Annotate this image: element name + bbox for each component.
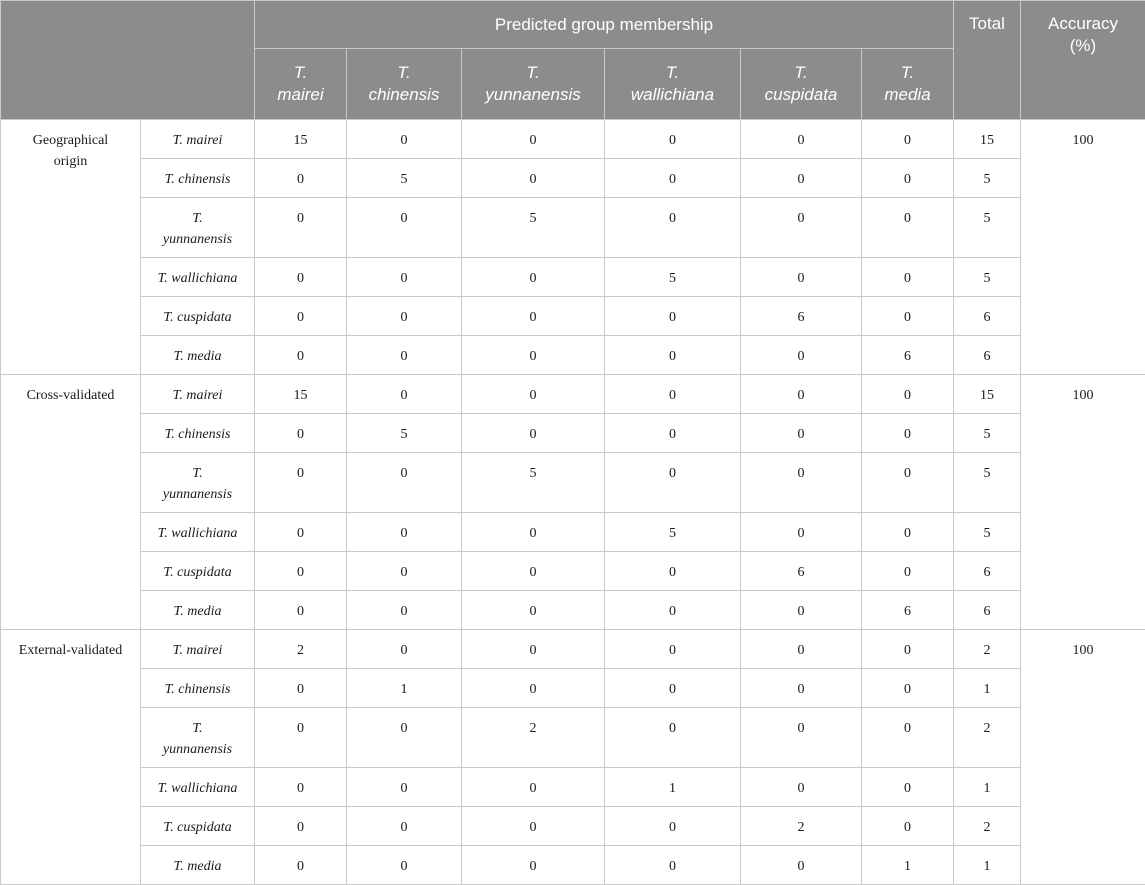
count-cell: 0 xyxy=(255,258,347,297)
count-cell: 0 xyxy=(462,513,605,552)
total-cell: 1 xyxy=(954,768,1021,807)
table-row xyxy=(1,846,1145,885)
total-cell: 5 xyxy=(954,159,1021,198)
total-cell: 5 xyxy=(954,414,1021,453)
species-header: T. cuspidata xyxy=(741,49,862,120)
actual-species-cell: T. media xyxy=(141,846,255,885)
species-header: T. media xyxy=(862,49,954,120)
count-cell: 0 xyxy=(741,708,862,768)
table-body xyxy=(1,120,1145,885)
count-cell: 0 xyxy=(462,552,605,591)
count-cell: 0 xyxy=(462,258,605,297)
total-cell: 5 xyxy=(954,453,1021,513)
actual-species-cell: T. cuspidata xyxy=(141,807,255,846)
table-row xyxy=(1,159,1145,198)
count-cell: 0 xyxy=(255,297,347,336)
header-blank-cell xyxy=(1,1,255,120)
count-cell: 0 xyxy=(462,768,605,807)
accuracy-cell: 100 xyxy=(1021,630,1145,885)
count-cell: 0 xyxy=(605,297,741,336)
actual-species-cell: T. cuspidata xyxy=(141,552,255,591)
predicted-group-header: Predicted group membership xyxy=(255,1,954,49)
count-cell: 0 xyxy=(605,846,741,885)
species-header: T. wallichiana xyxy=(605,49,741,120)
table-row xyxy=(1,630,1145,669)
count-cell: 0 xyxy=(741,846,862,885)
count-cell: 0 xyxy=(862,768,954,807)
table-header xyxy=(1,1,1145,120)
count-cell: 0 xyxy=(741,375,862,414)
count-cell: 0 xyxy=(255,591,347,630)
count-cell: 0 xyxy=(255,708,347,768)
count-cell: 5 xyxy=(605,258,741,297)
count-cell: 0 xyxy=(605,453,741,513)
count-cell: 0 xyxy=(347,120,462,159)
total-cell: 2 xyxy=(954,708,1021,768)
count-cell: 0 xyxy=(741,453,862,513)
count-cell: 2 xyxy=(741,807,862,846)
count-cell: 0 xyxy=(255,336,347,375)
count-cell: 0 xyxy=(347,768,462,807)
count-cell: 0 xyxy=(741,591,862,630)
count-cell: 0 xyxy=(605,630,741,669)
accuracy-cell: 100 xyxy=(1021,120,1145,375)
actual-species-cell: T. wallichiana xyxy=(141,258,255,297)
table-row xyxy=(1,336,1145,375)
count-cell: 0 xyxy=(255,198,347,258)
count-cell: 0 xyxy=(255,846,347,885)
count-cell: 0 xyxy=(347,846,462,885)
table-row xyxy=(1,768,1145,807)
count-cell: 0 xyxy=(255,453,347,513)
count-cell: 0 xyxy=(862,375,954,414)
total-cell: 1 xyxy=(954,669,1021,708)
total-cell: 2 xyxy=(954,807,1021,846)
count-cell: 0 xyxy=(347,807,462,846)
count-cell: 0 xyxy=(741,336,862,375)
count-cell: 0 xyxy=(347,375,462,414)
count-cell: 0 xyxy=(862,198,954,258)
count-cell: 0 xyxy=(347,453,462,513)
table-row xyxy=(1,591,1145,630)
count-cell: 2 xyxy=(255,630,347,669)
count-cell: 0 xyxy=(741,198,862,258)
count-cell: 15 xyxy=(255,120,347,159)
count-cell: 1 xyxy=(347,669,462,708)
table-row xyxy=(1,120,1145,159)
accuracy-cell: 100 xyxy=(1021,375,1145,630)
count-cell: 0 xyxy=(462,336,605,375)
count-cell: 0 xyxy=(605,591,741,630)
count-cell: 0 xyxy=(605,120,741,159)
count-cell: 6 xyxy=(862,336,954,375)
count-cell: 0 xyxy=(862,258,954,297)
count-cell: 5 xyxy=(462,198,605,258)
actual-species-cell: T. chinensis xyxy=(141,159,255,198)
count-cell: 0 xyxy=(862,297,954,336)
table-row xyxy=(1,669,1145,708)
count-cell: 0 xyxy=(347,198,462,258)
accuracy-header-line2: (%) xyxy=(1070,36,1096,55)
count-cell: 0 xyxy=(741,669,862,708)
count-cell: 0 xyxy=(347,336,462,375)
count-cell: 0 xyxy=(255,513,347,552)
count-cell: 0 xyxy=(862,552,954,591)
count-cell: 0 xyxy=(741,768,862,807)
count-cell: 0 xyxy=(862,630,954,669)
total-cell: 15 xyxy=(954,375,1021,414)
count-cell: 0 xyxy=(347,630,462,669)
total-cell: 5 xyxy=(954,198,1021,258)
count-cell: 0 xyxy=(347,258,462,297)
actual-species-cell: T. wallichiana xyxy=(141,768,255,807)
count-cell: 0 xyxy=(347,513,462,552)
count-cell: 0 xyxy=(462,591,605,630)
table-row xyxy=(1,708,1145,768)
count-cell: 0 xyxy=(462,297,605,336)
count-cell: 0 xyxy=(862,414,954,453)
total-cell: 15 xyxy=(954,120,1021,159)
count-cell: 5 xyxy=(347,159,462,198)
count-cell: 0 xyxy=(255,159,347,198)
count-cell: 0 xyxy=(605,375,741,414)
count-cell: 1 xyxy=(605,768,741,807)
count-cell: 0 xyxy=(741,120,862,159)
count-cell: 0 xyxy=(462,375,605,414)
count-cell: 5 xyxy=(605,513,741,552)
count-cell: 0 xyxy=(862,513,954,552)
count-cell: 0 xyxy=(741,414,862,453)
actual-species-cell: T. mairei xyxy=(141,375,255,414)
count-cell: 2 xyxy=(462,708,605,768)
count-cell: 0 xyxy=(462,120,605,159)
count-cell: 0 xyxy=(741,513,862,552)
count-cell: 0 xyxy=(862,708,954,768)
actual-species-cell: T. chinensis xyxy=(141,669,255,708)
count-cell: 0 xyxy=(347,552,462,591)
count-cell: 0 xyxy=(462,630,605,669)
count-cell: 0 xyxy=(862,669,954,708)
accuracy-header-line1: Accuracy xyxy=(1048,14,1118,33)
count-cell: 0 xyxy=(255,552,347,591)
count-cell: 0 xyxy=(605,708,741,768)
species-header: T. mairei xyxy=(255,49,347,120)
count-cell: 0 xyxy=(462,414,605,453)
count-cell: 0 xyxy=(255,807,347,846)
table-row xyxy=(1,414,1145,453)
actual-species-cell: T. mairei xyxy=(141,630,255,669)
actual-species-cell: T. yunnanensis xyxy=(141,708,255,768)
total-header: Total xyxy=(954,1,1021,120)
count-cell: 6 xyxy=(741,297,862,336)
table-row xyxy=(1,198,1145,258)
count-cell: 0 xyxy=(347,708,462,768)
actual-species-cell: T. yunnanensis xyxy=(141,453,255,513)
count-cell: 0 xyxy=(347,297,462,336)
table-row xyxy=(1,258,1145,297)
group-label: Cross-validated xyxy=(1,375,141,630)
count-cell: 0 xyxy=(862,807,954,846)
count-cell: 0 xyxy=(862,159,954,198)
table-row xyxy=(1,453,1145,513)
group-label: External-validated xyxy=(1,630,141,885)
group-label: Geographical origin xyxy=(1,120,141,375)
table-row xyxy=(1,375,1145,414)
actual-species-cell: T. yunnanensis xyxy=(141,198,255,258)
count-cell: 0 xyxy=(255,669,347,708)
count-cell: 0 xyxy=(741,159,862,198)
count-cell: 0 xyxy=(605,414,741,453)
count-cell: 0 xyxy=(605,669,741,708)
count-cell: 0 xyxy=(462,807,605,846)
count-cell: 0 xyxy=(605,552,741,591)
table-row xyxy=(1,513,1145,552)
total-cell: 5 xyxy=(954,258,1021,297)
count-cell: 0 xyxy=(255,768,347,807)
count-cell: 6 xyxy=(741,552,862,591)
count-cell: 0 xyxy=(462,159,605,198)
count-cell: 0 xyxy=(462,669,605,708)
actual-species-cell: T. media xyxy=(141,591,255,630)
count-cell: 0 xyxy=(605,159,741,198)
count-cell: 15 xyxy=(255,375,347,414)
count-cell: 0 xyxy=(741,258,862,297)
actual-species-cell: T. chinensis xyxy=(141,414,255,453)
count-cell: 1 xyxy=(862,846,954,885)
count-cell: 5 xyxy=(347,414,462,453)
actual-species-cell: T. mairei xyxy=(141,120,255,159)
actual-species-cell: T. cuspidata xyxy=(141,297,255,336)
total-cell: 6 xyxy=(954,591,1021,630)
table-row xyxy=(1,297,1145,336)
count-cell: 5 xyxy=(462,453,605,513)
table-row xyxy=(1,807,1145,846)
actual-species-cell: T. media xyxy=(141,336,255,375)
count-cell: 0 xyxy=(255,414,347,453)
total-cell: 1 xyxy=(954,846,1021,885)
total-cell: 2 xyxy=(954,630,1021,669)
species-header: T. chinensis xyxy=(347,49,462,120)
total-cell: 6 xyxy=(954,297,1021,336)
total-cell: 6 xyxy=(954,552,1021,591)
count-cell: 0 xyxy=(605,807,741,846)
table-row xyxy=(1,552,1145,591)
count-cell: 0 xyxy=(862,120,954,159)
count-cell: 0 xyxy=(605,198,741,258)
count-cell: 0 xyxy=(862,453,954,513)
total-cell: 5 xyxy=(954,513,1021,552)
count-cell: 6 xyxy=(862,591,954,630)
species-header: T. yunnanensis xyxy=(462,49,605,120)
count-cell: 0 xyxy=(741,630,862,669)
count-cell: 0 xyxy=(605,336,741,375)
actual-species-cell: T. wallichiana xyxy=(141,513,255,552)
accuracy-header xyxy=(1021,1,1145,120)
count-cell: 0 xyxy=(462,846,605,885)
count-cell: 0 xyxy=(347,591,462,630)
total-cell: 6 xyxy=(954,336,1021,375)
